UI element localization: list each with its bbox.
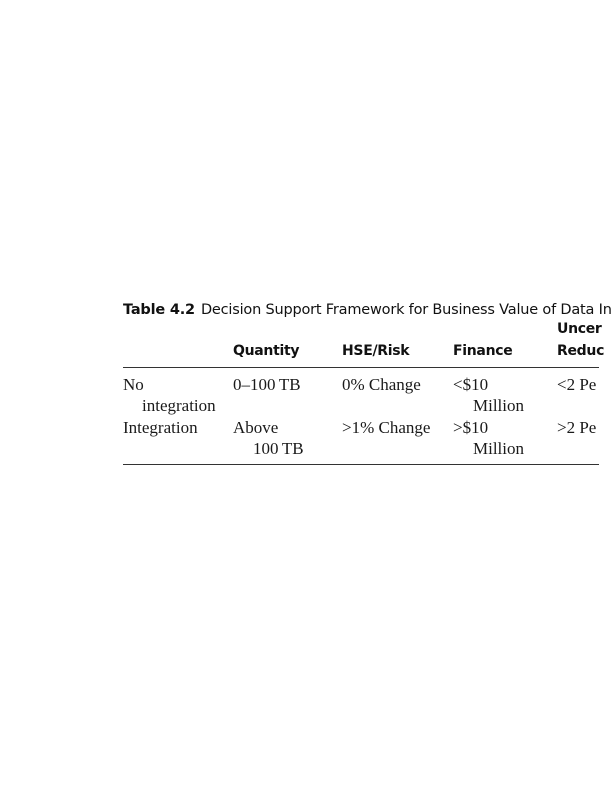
row-2-finance-line2: Million [473, 439, 525, 458]
header-hse-risk: HSE/Risk [342, 343, 410, 359]
row-1-quantity: 0–100 TB [233, 375, 301, 394]
header-rule [123, 367, 599, 368]
table-caption-text: Decision Support Framework for Business Value of Data In [200, 302, 612, 318]
row-1-hse-risk: 0% Change [342, 375, 421, 394]
table-caption [123, 302, 612, 318]
row-1-finance-line1: <$10 [453, 375, 489, 394]
row-2-finance-line1: >$10 [453, 418, 489, 437]
row-2-hse-risk: >1% Change [342, 418, 431, 437]
row-2-label: Integration [123, 418, 198, 437]
row-1-label-line1: No [123, 375, 144, 394]
row-1-uncertainty: <2 Pe [557, 375, 597, 394]
header-finance: Finance [453, 343, 513, 359]
header-uncertainty-line2: Reduc [557, 343, 605, 359]
row-2-quantity-line2: 100 TB [253, 439, 304, 458]
bottom-rule [123, 464, 599, 465]
header-quantity: Quantity [233, 343, 300, 359]
row-1-finance-line2: Million [473, 396, 525, 415]
row-2-uncertainty: >2 Pe [557, 418, 597, 437]
row-2-quantity-line1: Above [233, 418, 279, 437]
row-1-label-line2: integration [142, 396, 216, 415]
header-uncertainty-line1: Uncer [557, 321, 602, 337]
table-caption-label: Table 4.2 [123, 302, 195, 318]
